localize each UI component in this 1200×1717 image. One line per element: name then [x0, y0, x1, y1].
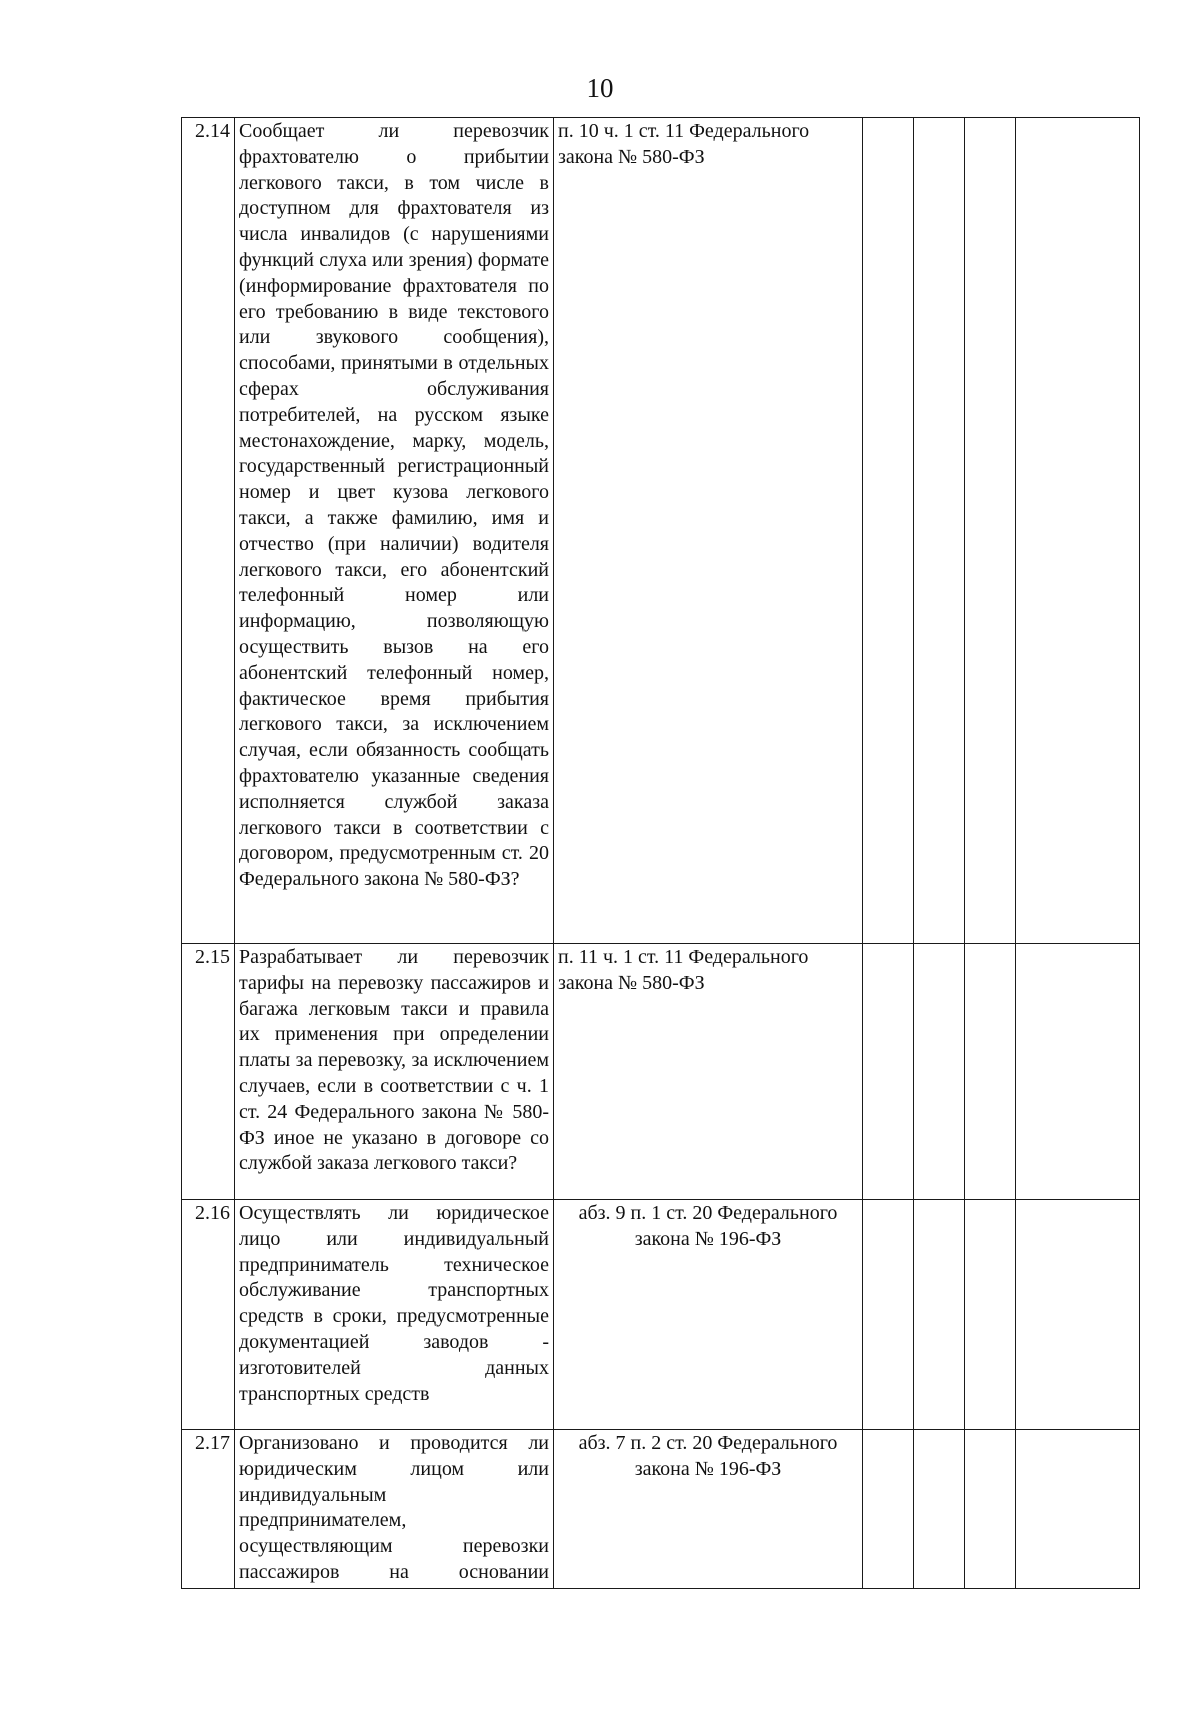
empty-cell	[1016, 944, 1140, 1200]
row-number: 2.17	[182, 1430, 235, 1589]
empty-cell	[863, 118, 914, 944]
empty-cell	[1016, 1430, 1140, 1589]
empty-cell	[1016, 118, 1140, 944]
empty-cell	[965, 118, 1016, 944]
legal-reference-cell: абз. 9 п. 1 ст. 20 Федерального закона № 196-ФЗ	[554, 1200, 863, 1430]
empty-cell	[914, 1200, 965, 1430]
table-row	[182, 1200, 1140, 1430]
empty-cell	[863, 1430, 914, 1589]
question-cell	[235, 118, 554, 944]
empty-cell	[965, 1430, 1016, 1589]
row-number: 2.14	[182, 118, 235, 944]
legal-reference-cell: п. 11 ч. 1 ст. 11 Федерального закона № 580-ФЗ	[554, 944, 863, 1200]
row-number: 2.15	[182, 944, 235, 1200]
row-number: 2.16	[182, 1200, 235, 1430]
question-cell	[235, 1430, 554, 1589]
empty-cell	[914, 944, 965, 1200]
question-text: Сообщает ли перевозчик фрахтователю о прибытии легкового такси, в том числе в доступном для фрахтователя из числа инвалидов (с нарушениями функций слуха или зрения) формате (информирование фрахтователя по его требованию в виде текстового или звукового сообщения), способами, принятыми в отдельных сферах обслуживания потребителей, на русском языке местонахождение, марку, модель, государственный регистрационный номер и цвет кузова легкового такси, а также фамилию, имя и отчество (при наличии) водителя легкового такси, его абонентский телефонный номер или информацию, позволяющую осуществить вызов на его абонентский телефонный номер, фактическое время прибытия легкового такси, за исключением случая, если обязанность сообщать фрахтователю указанные сведения исполняется службой заказа легкового такси в соответствии с договором, предусмотренным ст. 20 Федерального закона № 580-ФЗ?	[239, 120, 549, 891]
legal-reference-cell: п. 10 ч. 1 ст. 11 Федерального закона № 580-ФЗ	[554, 118, 863, 944]
question-text: Разрабатывает ли перевозчик тарифы на перевозку пассажиров и багажа легковым такси и правила их применения при определении платы за перевозку, за исключением случаев, если в соответствии с ч. 1 ст. 24 Федерального закона № 580-ФЗ иное не указано в договоре со службой заказа легкового такси?	[239, 946, 549, 1175]
question-cell	[235, 944, 554, 1200]
page-number: 10	[586, 73, 614, 103]
table-row	[182, 118, 1140, 944]
legal-reference-cell: абз. 7 п. 2 ст. 20 Федерального закона № 196-ФЗ	[554, 1430, 863, 1589]
empty-cell	[863, 1200, 914, 1430]
empty-cell	[1016, 1200, 1140, 1430]
table-row	[182, 944, 1140, 1200]
question-cell	[235, 1200, 554, 1430]
question-text: Организовано и проводится ли юридическим лицом или индивидуальным предпринимателем, осуществляющим перевозки пассажиров на основании	[239, 1432, 549, 1583]
question-text: Осуществлять ли юридическое лицо или индивидуальный предприниматель техническое обслуживание транспортных средств в сроки, предусмотренные документацией заводов - изготовителей данных транспортных средств	[239, 1202, 549, 1405]
empty-cell	[863, 944, 914, 1200]
empty-cell	[914, 1430, 965, 1589]
empty-cell	[914, 118, 965, 944]
table-row	[182, 1430, 1140, 1589]
checklist-table	[181, 117, 1140, 1589]
empty-cell	[965, 1200, 1016, 1430]
empty-cell	[965, 944, 1016, 1200]
